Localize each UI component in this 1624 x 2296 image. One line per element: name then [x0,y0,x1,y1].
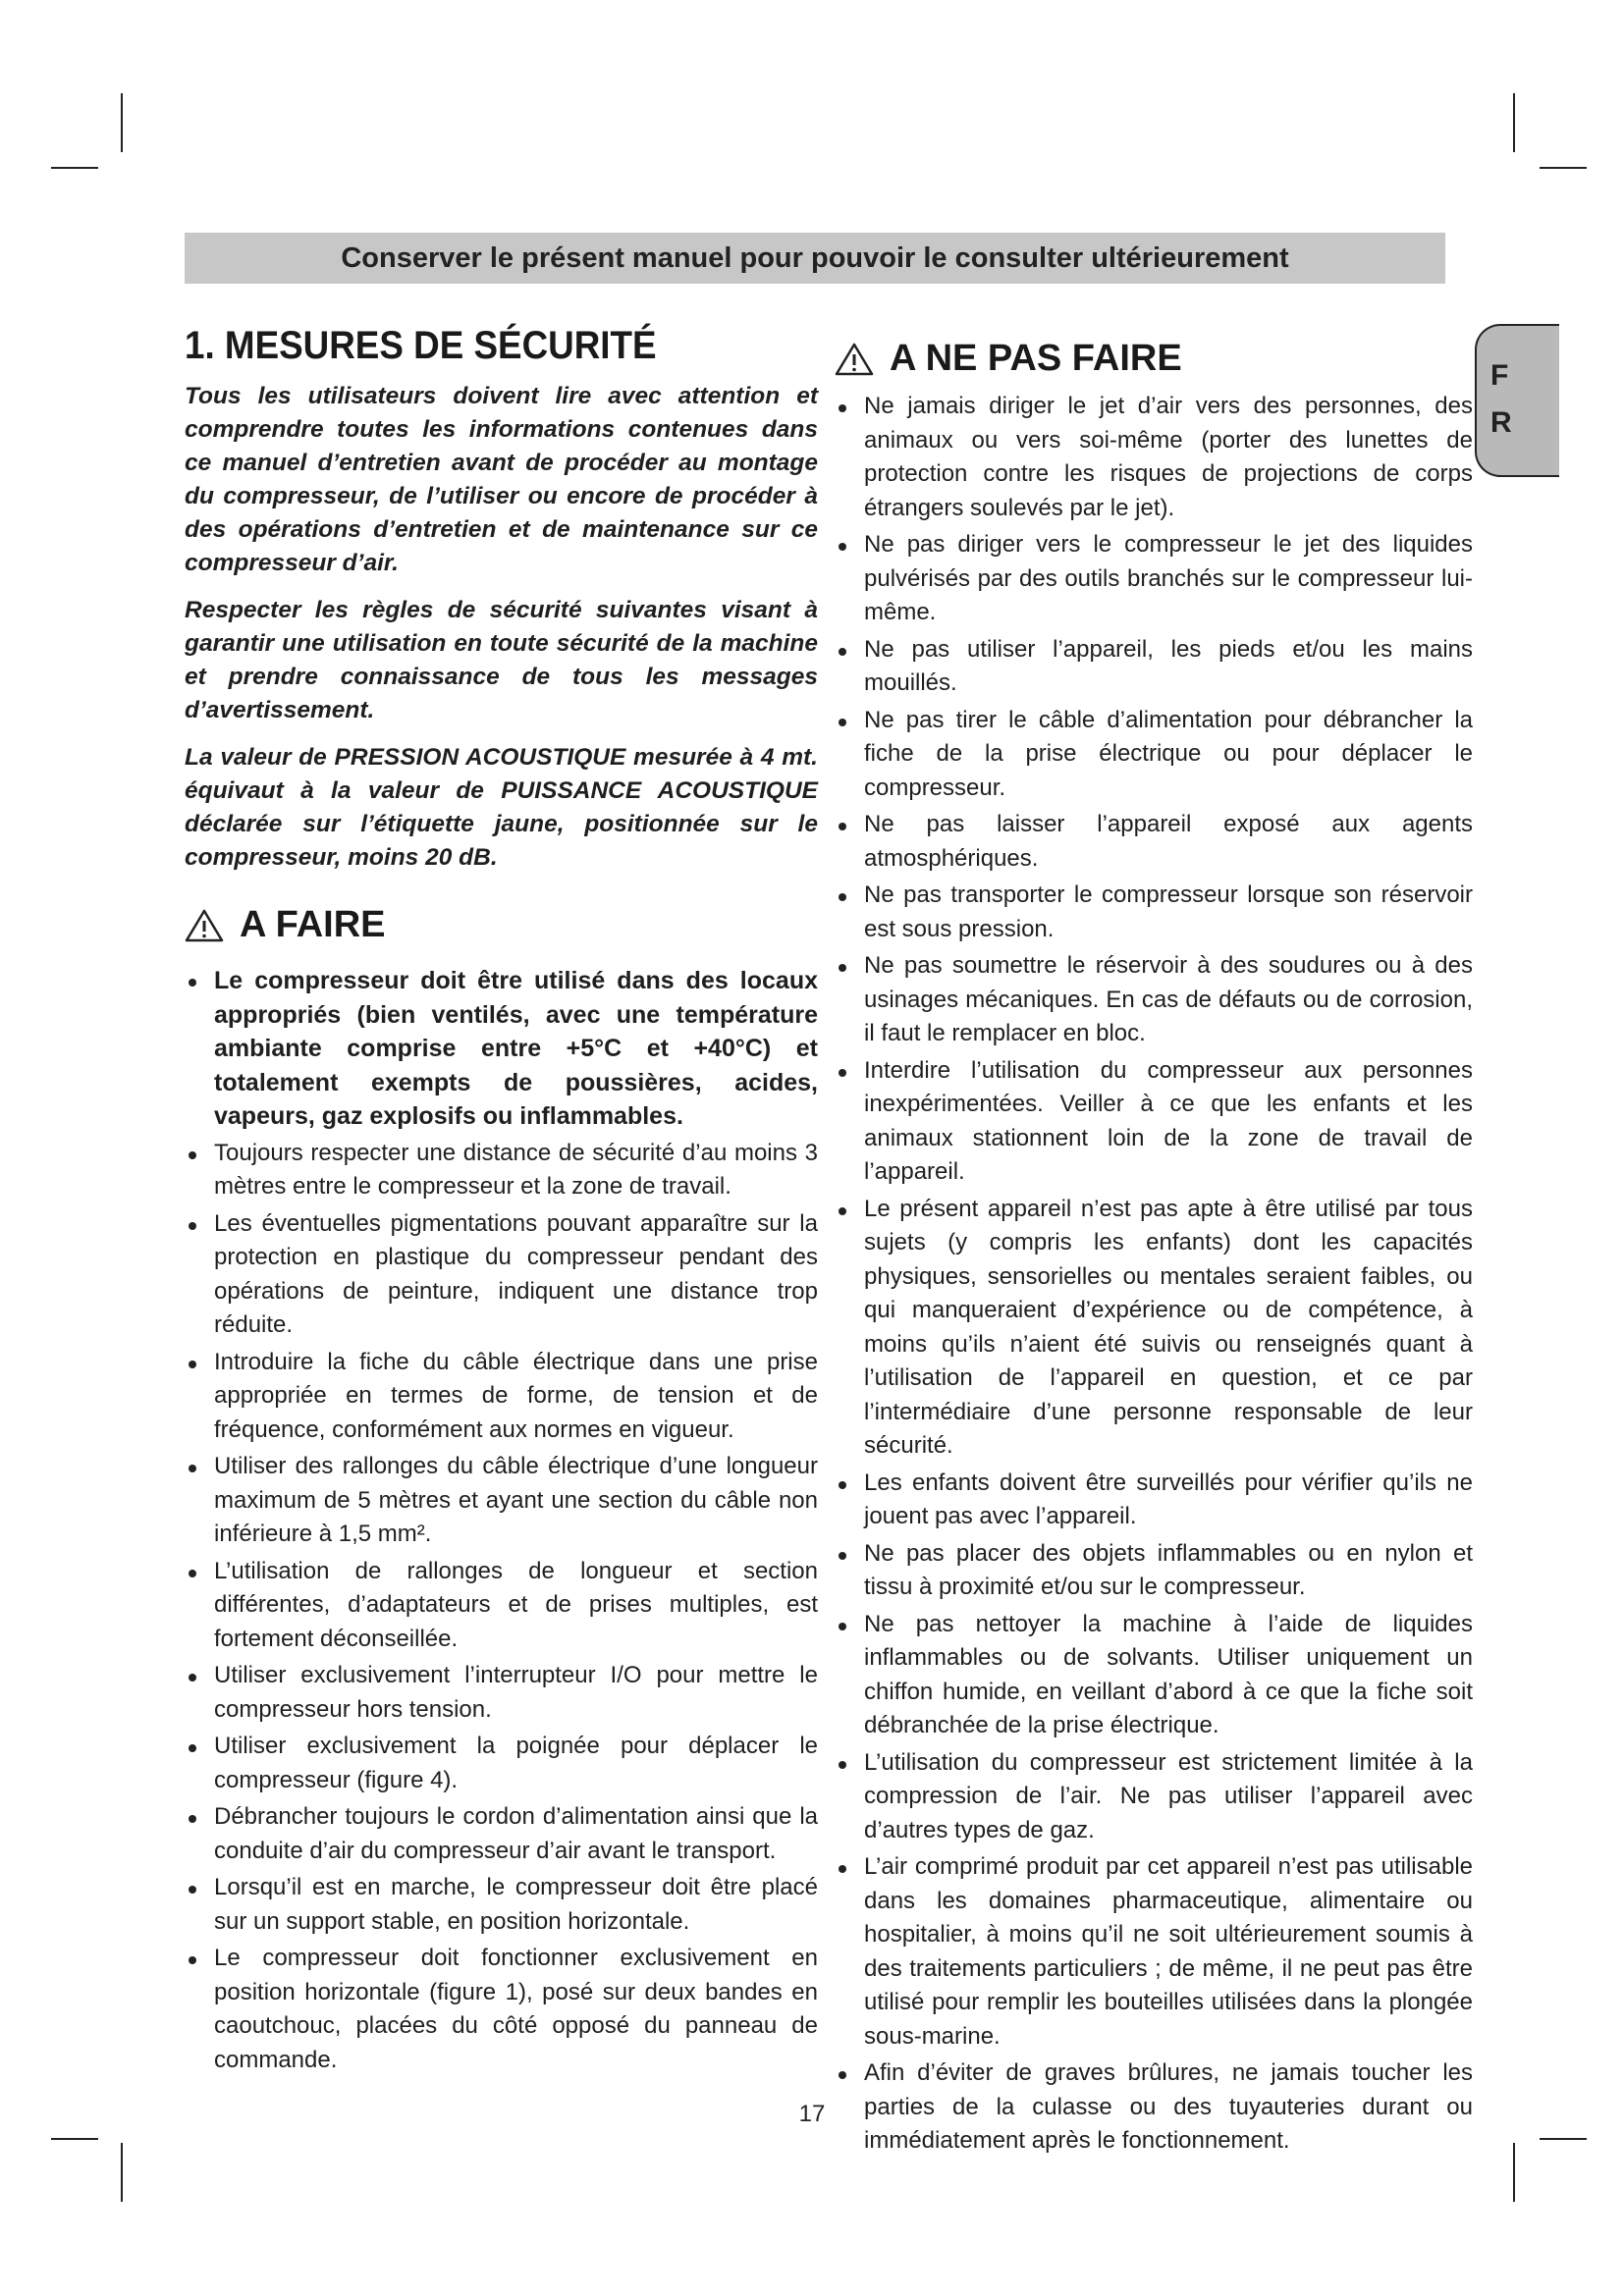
list-item: Ne pas utiliser l’appareil, les pieds et/ou les mains mouillés. [835,633,1473,701]
list-item: Toujours respecter une distance de sécurité d’au moins 3 mètres entre le compresseur et la zone de travail. [185,1137,818,1204]
list-item: Ne pas placer des objets inflammables ou en nylon et tissu à proximité et/ou sur le compresseur. [835,1537,1473,1605]
crop-mark [1513,2143,1515,2202]
list-item: L’air comprimé produit par cet appareil n’est pas utilisable dans les domaines pharmaceutique, alimentaire ou hospitalier, à moins qu’il ne soit ultérieurement soumis à des traitements particuliers ; de même, il ne peut pas être utilisé pour remplir les bouteilles utilisées dans la plongée sous-marine. [835,1850,1473,2054]
list-item: Le compresseur doit fonctionner exclusivement en position horizontale (figure 1), posé sur deux bandes en caoutchouc, placées du côté opposé du panneau de commande. [185,1942,818,2077]
list-item: Les enfants doivent être surveillés pour vérifier qu’ils ne jouent pas avec l’appareil. [835,1467,1473,1534]
crop-mark [51,167,98,169]
tab-letter-r: R [1490,406,1512,439]
list-item: Utiliser exclusivement l’interrupteur I/O pour mettre le compresseur hors tension. [185,1659,818,1727]
list-item: Ne pas diriger vers le compresseur le jet des liquides pulvérisés par des outils branchés sur le compresseur lui-même. [835,528,1473,630]
list-item: Ne jamais diriger le jet d’air vers des personnes, des animaux ou vers soi-même (porter des lunettes de protection contre les risques de projections de corps étrangers soulevés par le jet). [835,390,1473,525]
page-number: 17 [798,2101,826,2127]
list-item: Introduire la fiche du câble électrique dans une prise appropriée en termes de forme, de tension et de fréquence, conformément aux normes en vigueur. [185,1346,818,1448]
list-item: Ne pas soumettre le réservoir à des soudures ou à des usinages mécaniques. En cas de défauts ou de corrosion, il faut le remplacer en bloc. [835,949,1473,1051]
tab-letter-f: F [1490,359,1509,392]
crop-mark [121,93,123,152]
crop-mark [1540,167,1587,169]
list-item: Ne pas tirer le câble d’alimentation pour débrancher la fiche de la prise électrique ou pour déplacer le compresseur. [835,704,1473,806]
right-column [835,338,1473,2162]
do-heading [185,904,818,946]
dont-heading [835,338,1473,380]
list-item: Débrancher toujours le cordon d’alimentation ainsi que la conduite d’air du compresseur d’air avant le transport. [185,1800,818,1868]
list-item: Les éventuelles pigmentations pouvant apparaître sur la protection en plastique du compresseur pendant des opérations de peinture, indiquent une distance trop réduite. [185,1207,818,1343]
dont-title: A NE PAS FAIRE [890,338,1182,379]
language-tab [1475,324,1565,477]
list-item: Afin d’éviter de graves brûlures, ne jamais toucher les parties de la culasse ou des tuyauteries durant ou immédiatement après le fonctionnement. [835,2056,1473,2159]
do-title: A FAIRE [240,904,386,945]
section-title: 1. MESURES DE SÉCURITÉ [185,324,657,367]
crop-mark [121,2143,123,2202]
list-item: Le présent appareil n’est pas apte à être utilisé par tous sujets (y compris les enfants) dont les capacités physiques, sensorielles ou mentales seraient faibles, ou qui manqueraient d’expérience ou de compétence, à moins qu’ils n’aient été suivis ou renseignés quant à l’utilisation de l’appareil en question, et ce par l’intermédiaire d’une personne responsable de leur sécurité. [835,1193,1473,1464]
list-item: Lorsqu’il est en marche, le compresseur doit être placé sur un support stable, en position horizontale. [185,1871,818,1939]
list-item: Ne pas transporter le compresseur lorsque son réservoir est sous pression. [835,879,1473,946]
list-item: L’utilisation de rallonges de longueur et section différentes, d’adaptateurs et de prises multiples, est fortement déconseillée. [185,1555,818,1657]
do-list [185,964,818,2077]
left-column [185,324,818,2080]
tab-edge [1559,314,1624,491]
crop-mark [1513,93,1515,152]
list-item: Interdire l’utilisation du compresseur aux personnes inexpérimentées. Veiller à ce que les enfants et les animaux stationnent loin de la zone de travail de l’appareil. [835,1054,1473,1190]
list-item: Ne pas nettoyer la machine à l’aide de liquides inflammables ou de solvants. Utiliser uniquement un chiffon humide, en veillant d’abord à ce que la fiche soit débranchée de la prise électrique. [835,1608,1473,1743]
list-item: Utiliser exclusivement la poignée pour déplacer le compresseur (figure 4). [185,1730,818,1797]
acoustic-note: La valeur de PRESSION ACOUSTIQUE mesurée à 4 mt. équivaut à la valeur de PUISSANCE ACOUSTIQUE déclarée sur l’étiquette jaune, positionnée sur le compresseur, moins 20 dB. [185,744,818,871]
header-banner: Conserver le présent manuel pour pouvoir le consulter ultérieurement [185,233,1445,284]
list-item: L’utilisation du compresseur est strictement limitée à la compression de l’air. Ne pas utiliser l’appareil avec d’autres types de gaz. [835,1746,1473,1848]
list-item: Ne pas laisser l’appareil exposé aux agents atmosphériques. [835,808,1473,876]
intro-paragraph: Respecter les règles de sécurité suivantes visant à garantir une utilisation en toute sécurité de la machine et prendre connaissance de tous les messages d’avertissement. [185,597,818,723]
list-item: Le compresseur doit être utilisé dans des locaux appropriés (bien ventilés, avec une température ambiante comprise entre +5°C et +40°C) et totalement exempts de poussières, acides, vapeurs, gaz explosifs ou inflammables. [185,964,818,1134]
list-item: Utiliser des rallonges du câble électrique d’une longueur maximum de 5 mètres et ayant une section du câble non inférieure à 1,5 mm². [185,1450,818,1552]
crop-mark [1540,2138,1587,2140]
warning-icon [185,908,224,943]
intro-paragraph: Tous les utilisateurs doivent lire avec attention et comprendre toutes les informations contenues dans ce manuel d’entretien avant de procéder au montage du compresseur, de l’utiliser ou encore de procéder à des opérations d’entretien et de maintenance sur ce compresseur d’air. [185,383,818,576]
crop-mark [51,2138,98,2140]
warning-icon [835,342,874,377]
dont-list [835,390,1473,2159]
